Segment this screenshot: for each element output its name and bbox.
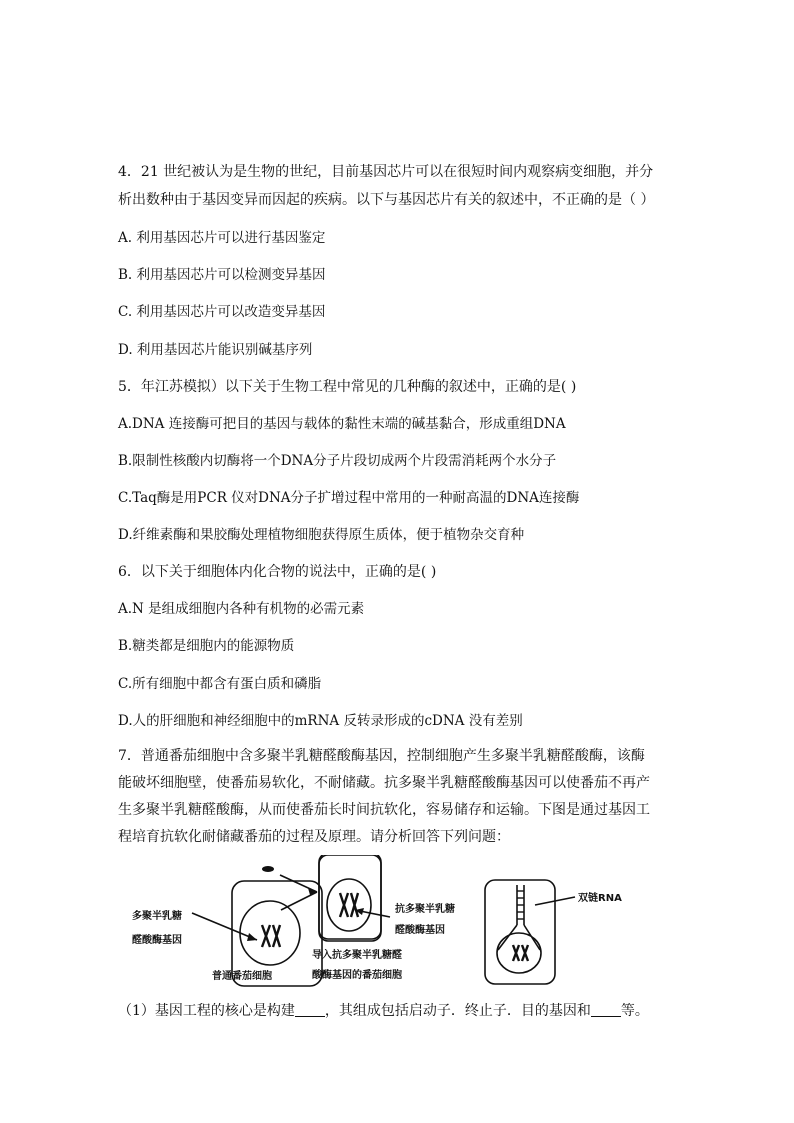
q7-stem-line-2: 能破坏细胞壁，使番茄易软化，不耐储藏。抗多聚半乳糖醛酸酶基因可以使番茄不再产 [118, 775, 650, 791]
q6-option-c: C.所有细胞中都含有蛋白质和磷脂 [118, 676, 322, 692]
figure-mid-label-1: 抗多聚半乳糖 [395, 904, 455, 915]
figure-left-label-1: 多聚半乳糖 [132, 911, 182, 922]
q5-option-c: C.Taq酶是用PCR 仪对DNA分子扩增过程中常用的一种耐高温的DNA连接酶 [118, 490, 580, 506]
figure-mid-caption-2: 酸酶基因的番茄细胞 [312, 970, 402, 981]
q7-sub1-part-b: ，其组成包括启动子．终止子．目的基因和 [324, 1003, 591, 1019]
q7-stem-line-3: 生多聚半乳糖醛酸酶，从而使番茄长时间抗软化，容易储存和运输。下图是通过基因工 [118, 802, 650, 818]
q4-stem-line-2: 析出数种由于基因变异而因起的疾病。以下与基因芯片有关的叙述中，不正确的是（ ） [118, 192, 655, 208]
figure-left-label-2: 醛酸酶基因 [132, 935, 182, 946]
q5-stem: 5．年江苏模拟）以下关于生物工程中常见的几种酶的叙述中，正确的是( ) [118, 379, 577, 395]
q5-option-b: B.限制性核酸内切酶将一个DNA分子片段切成两个片段需消耗两个水分子 [118, 453, 557, 469]
q4-option-c: C. 利用基因芯片可以改造变异基因 [118, 304, 326, 320]
figure-left-caption: 普通番茄细胞 [212, 971, 272, 982]
rna-cell-nucleus [497, 933, 541, 973]
answer-blank-2[interactable] [591, 1002, 621, 1017]
q4-option-d: D. 利用基因芯片能识别碱基序列 [118, 342, 313, 358]
q6-stem: 6．以下关于细胞体内化合物的说法中，正确的是( ) [118, 564, 437, 580]
q4-option-b: B. 利用基因芯片可以检测变异基因 [118, 267, 326, 283]
q5-option-a: A.DNA 连接酶可把目的基因与载体的黏性末端的碱基黏合，形成重组DNA [118, 416, 566, 432]
q6-option-b: B.糖类都是细胞内的能源物质 [118, 638, 295, 654]
q7-sub1-part-c: 等。 [620, 1003, 649, 1019]
figure-mid-label-2: 醛酸酶基因 [395, 925, 445, 936]
q4-option-a: A. 利用基因芯片可以进行基因鉴定 [118, 230, 326, 246]
modified-cell-nucleus [327, 879, 371, 931]
rna-cell-outline [485, 880, 555, 984]
q6-option-d: D.人的肝细胞和神经细胞中的mRNA 反转录形成的cDNA 没有差别 [118, 713, 523, 729]
q7-sub1 [118, 1001, 649, 1021]
q7-stem-line-4: 程培育抗软化耐储藏番茄的过程及原理。请分析回答下列问题： [118, 829, 510, 845]
answer-blank-1[interactable] [295, 1002, 325, 1017]
q6-option-a: A.N 是组成细胞内各种有机物的必需元素 [118, 601, 365, 617]
q7-stem-line-1: 7．普通番茄细胞中含多聚半乳糖醛酸酶基因，控制细胞产生多聚半乳糖醛酸酶，该酶 [118, 748, 645, 764]
q5-option-d: D.纤维素酶和果胶酶处理植物细胞获得原生质体，便于植物杂交育种 [118, 527, 525, 543]
figure-right-label: 双链RNA [578, 893, 622, 904]
figure-mid-caption-1: 导入抗多聚半乳糖醛 [312, 950, 402, 961]
gene-fragment-icon [262, 866, 274, 872]
gene-engineering-figure [120, 855, 640, 1005]
q7-sub1-part-a: （1）基因工程的核心是构建 [118, 1003, 295, 1019]
q4-stem-line-1: 4．21 世纪被认为是生物的世纪，目前基因芯片可以在很短时间内观察病变细胞，并分 [118, 164, 654, 180]
